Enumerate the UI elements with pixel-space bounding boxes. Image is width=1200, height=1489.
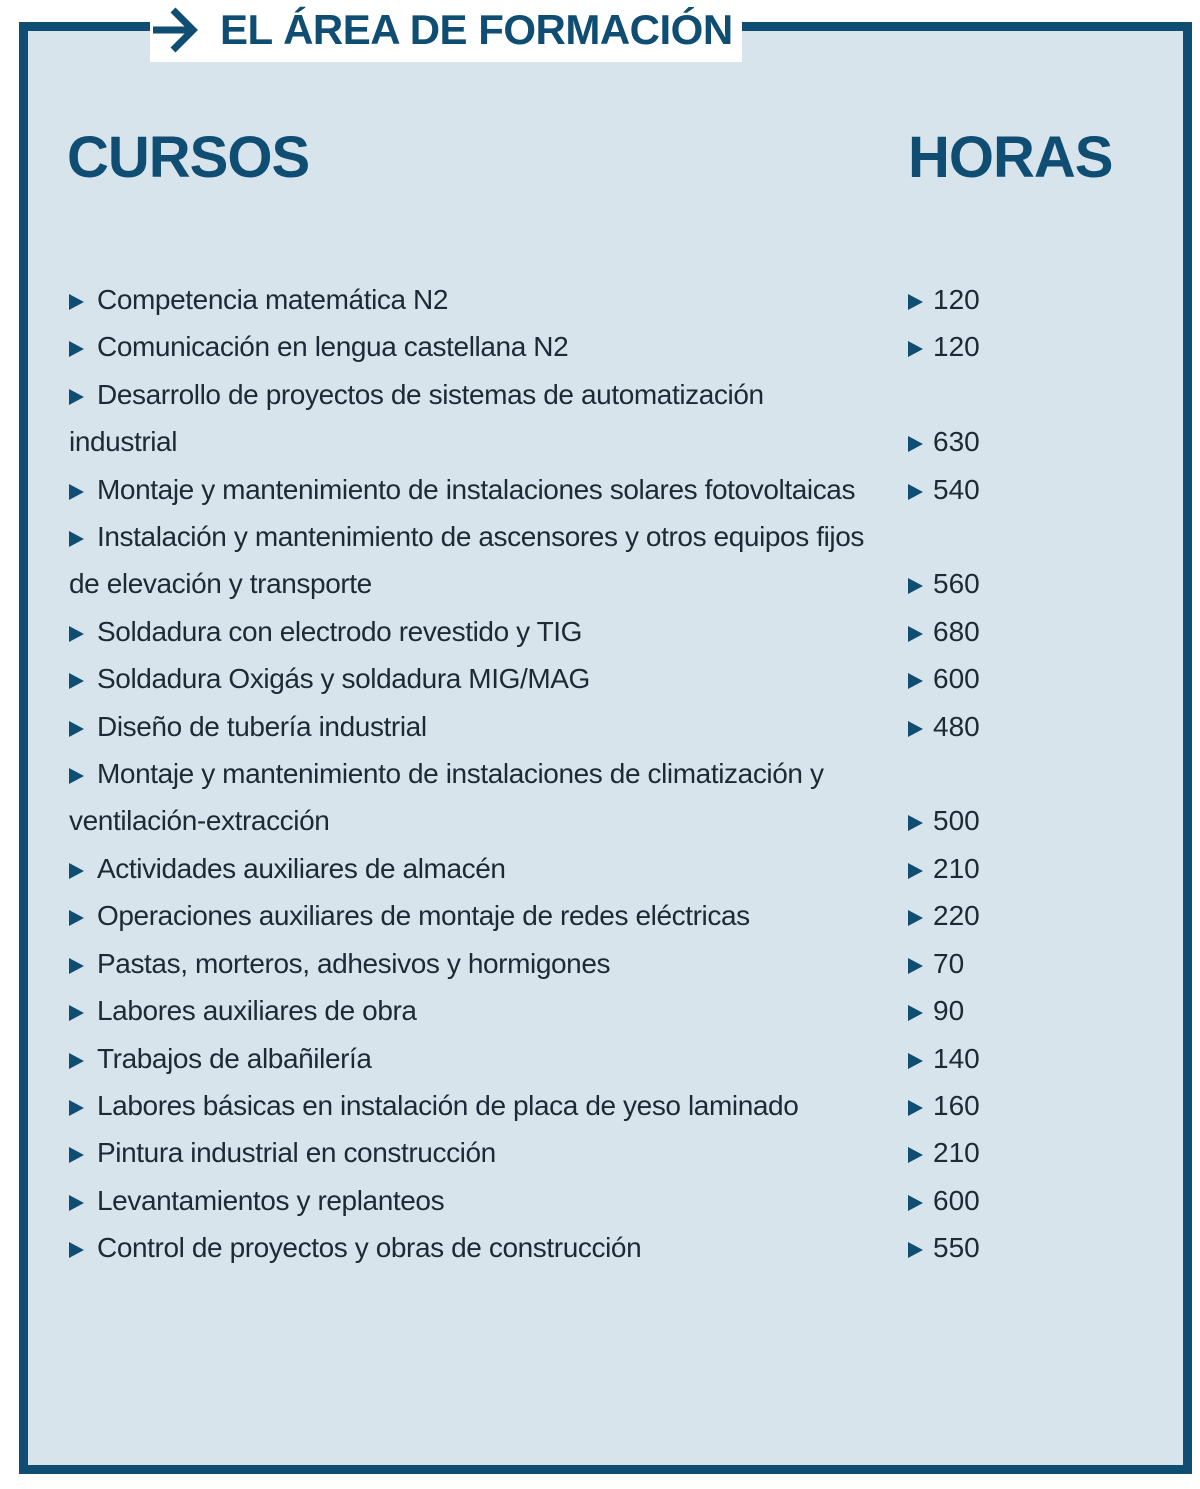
hours-column-header: HORAS <box>908 125 1113 190</box>
arrow-right-icon <box>153 4 203 56</box>
triangle-bullet-icon <box>908 626 923 642</box>
course-hours <box>908 1082 980 1129</box>
course-row <box>0 1224 1200 1271</box>
course-hours <box>908 1177 980 1224</box>
triangle-bullet-icon <box>69 768 84 784</box>
hours-value: 220 <box>933 900 980 932</box>
triangle-bullet-icon <box>69 673 84 689</box>
hours-value: 680 <box>933 615 980 647</box>
hours-value: 500 <box>933 805 980 837</box>
course-row <box>0 940 1200 987</box>
course-hours <box>908 797 980 844</box>
course-row <box>0 987 1200 1034</box>
triangle-bullet-icon <box>908 294 923 310</box>
course-hours <box>908 1035 980 1082</box>
triangle-bullet-icon <box>69 341 84 357</box>
triangle-bullet-icon <box>908 1100 923 1116</box>
triangle-bullet-icon <box>69 863 84 879</box>
course-label: Montaje y mantenimiento de instalaciones solares fotovoltaicas <box>97 473 856 505</box>
course-label: Actividades auxiliares de almacén <box>97 852 506 884</box>
triangle-bullet-icon <box>908 1147 923 1163</box>
course-label: Diseño de tubería industrial <box>97 710 427 742</box>
hours-value: 600 <box>933 663 980 695</box>
triangle-bullet-icon <box>908 1242 923 1258</box>
hours-value: 600 <box>933 1184 980 1216</box>
course-hours <box>908 323 980 370</box>
course-hours <box>908 892 980 939</box>
course-row <box>0 1177 1200 1224</box>
course-name <box>69 1035 869 1082</box>
course-row <box>0 466 1200 513</box>
course-row <box>0 750 1200 845</box>
courses-list <box>0 276 1200 1272</box>
course-hours <box>908 276 980 323</box>
triangle-bullet-icon <box>69 1005 84 1021</box>
hours-value: 550 <box>933 1232 980 1264</box>
triangle-bullet-icon <box>908 341 923 357</box>
course-label: Competencia matemática N2 <box>97 284 449 315</box>
course-hours <box>908 655 980 702</box>
courses-column-header: CURSOS <box>67 125 310 190</box>
hours-value: 560 <box>933 568 980 600</box>
course-label: Montaje y mantenimiento de instalaciones de climatización y ventilación-extracción <box>69 758 824 837</box>
course-hours <box>908 1129 980 1176</box>
triangle-bullet-icon <box>908 910 923 926</box>
course-label: Labores básicas en instalación de placa de yeso laminado <box>97 1089 799 1121</box>
course-name <box>69 1129 869 1176</box>
hours-value: 90 <box>933 995 965 1027</box>
triangle-bullet-icon <box>69 1242 84 1258</box>
course-hours <box>908 940 964 987</box>
triangle-bullet-icon <box>908 958 923 974</box>
triangle-bullet-icon <box>908 721 923 737</box>
course-name <box>69 513 869 608</box>
triangle-bullet-icon <box>908 815 923 831</box>
course-label: Soldadura Oxigás y soldadura MIG/MAG <box>97 663 590 695</box>
course-hours <box>908 560 980 607</box>
triangle-bullet-icon <box>908 1005 923 1021</box>
triangle-bullet-icon <box>69 958 84 974</box>
triangle-bullet-icon <box>69 1100 84 1116</box>
course-hours <box>908 418 980 465</box>
course-name <box>69 655 869 702</box>
course-row <box>0 276 1200 323</box>
triangle-bullet-icon <box>908 484 923 500</box>
hours-value: 630 <box>933 426 980 458</box>
hours-value: 160 <box>933 1089 980 1121</box>
course-name <box>69 940 869 987</box>
course-row <box>0 608 1200 655</box>
course-row <box>0 845 1200 892</box>
hours-value: 120 <box>933 331 980 363</box>
triangle-bullet-icon <box>69 1053 84 1069</box>
triangle-bullet-icon <box>908 1053 923 1069</box>
course-name <box>69 323 869 370</box>
course-label: Pintura industrial en construcción <box>97 1137 496 1169</box>
course-name <box>69 987 869 1034</box>
course-name <box>69 276 869 323</box>
course-row <box>0 513 1200 608</box>
hours-value: 120 <box>933 284 980 315</box>
course-row <box>0 371 1200 466</box>
triangle-bullet-icon <box>69 1147 84 1163</box>
hours-value: 210 <box>933 852 980 884</box>
triangle-bullet-icon <box>69 1195 84 1211</box>
triangle-bullet-icon <box>69 626 84 642</box>
course-label: Comunicación en lengua castellana N2 <box>97 331 569 363</box>
hours-value: 140 <box>933 1042 980 1074</box>
hours-value: 70 <box>933 947 965 979</box>
course-hours <box>908 466 980 513</box>
course-hours <box>908 987 964 1034</box>
course-name <box>69 1082 869 1129</box>
course-row <box>0 323 1200 370</box>
course-hours <box>908 703 980 750</box>
course-row <box>0 1129 1200 1176</box>
course-label: Operaciones auxiliares de montaje de redes eléctricas <box>97 900 750 932</box>
course-name <box>69 703 869 750</box>
page-title: EL ÁREA DE FORMACIÓN <box>220 6 733 53</box>
course-row <box>0 1082 1200 1129</box>
hours-value: 480 <box>933 710 980 742</box>
course-label: Levantamientos y replanteos <box>97 1184 445 1216</box>
course-name <box>69 750 869 845</box>
course-row <box>0 1035 1200 1082</box>
triangle-bullet-icon <box>69 910 84 926</box>
triangle-bullet-icon <box>908 673 923 689</box>
triangle-bullet-icon <box>69 484 84 500</box>
course-label: Trabajos de albañilería <box>97 1042 372 1074</box>
course-label: Pastas, morteros, adhesivos y hormigones <box>97 947 611 979</box>
triangle-bullet-icon <box>908 578 923 594</box>
triangle-bullet-icon <box>908 1195 923 1211</box>
course-hours <box>908 845 980 892</box>
triangle-bullet-icon <box>69 721 84 737</box>
triangle-bullet-icon <box>69 294 84 310</box>
course-hours <box>908 608 980 655</box>
course-name <box>69 608 869 655</box>
course-hours <box>908 1224 980 1271</box>
course-label: Instalación y mantenimiento de ascensores y otros equipos fijos de elevación y transporte <box>69 521 865 600</box>
course-name <box>69 1224 869 1271</box>
course-row <box>0 703 1200 750</box>
triangle-bullet-icon <box>69 389 84 405</box>
course-label: Control de proyectos y obras de construcción <box>97 1232 642 1264</box>
course-label: Soldadura con electrodo revestido y TIG <box>97 615 583 647</box>
hours-value: 540 <box>933 473 980 505</box>
triangle-bullet-icon <box>908 863 923 879</box>
triangle-bullet-icon <box>908 436 923 452</box>
course-row <box>0 655 1200 702</box>
course-label: Labores auxiliares de obra <box>97 995 417 1027</box>
course-row <box>0 892 1200 939</box>
course-name <box>69 845 869 892</box>
course-label: Desarrollo de proyectos de sistemas de automatización industrial <box>69 378 764 458</box>
course-name <box>69 371 869 466</box>
course-name <box>69 892 869 939</box>
course-name <box>69 466 869 513</box>
triangle-bullet-icon <box>69 531 84 547</box>
course-name <box>69 1177 869 1224</box>
hours-value: 210 <box>933 1137 980 1169</box>
